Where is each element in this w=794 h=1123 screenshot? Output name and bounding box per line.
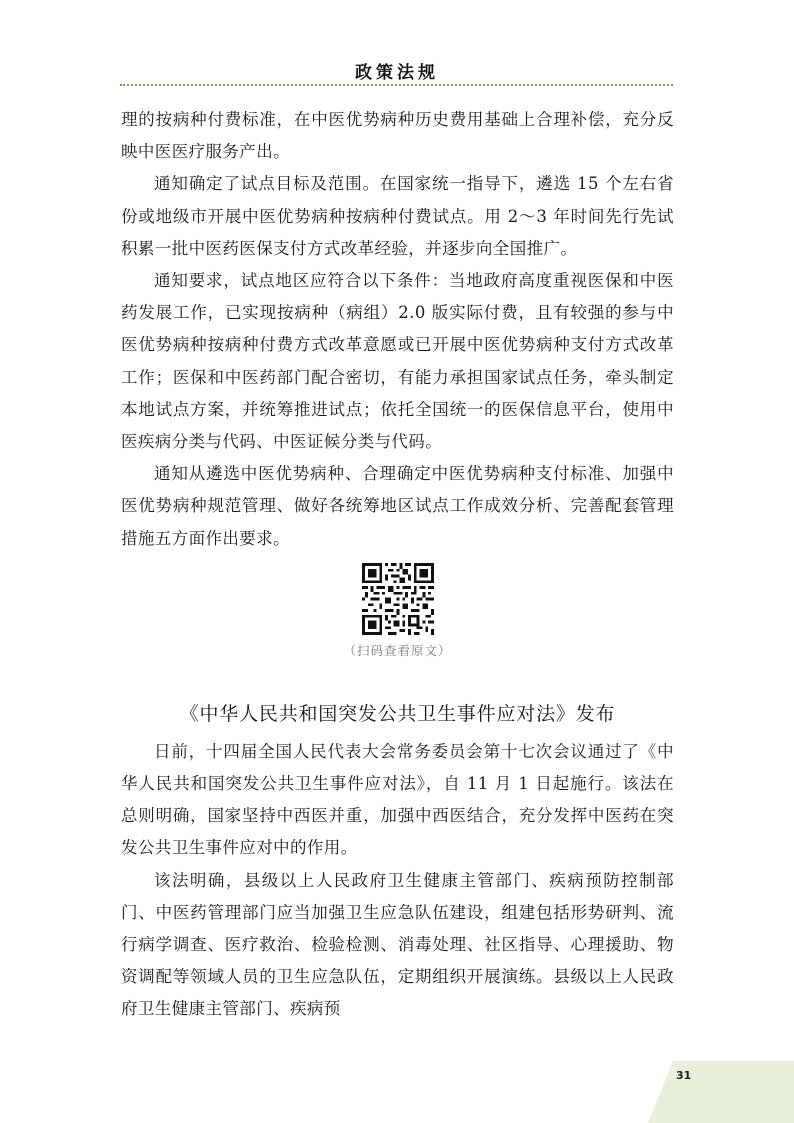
page-content bbox=[121, 104, 674, 1026]
page-number-tab bbox=[648, 1061, 794, 1123]
qr-caption: （扫码查看原文） bbox=[343, 642, 452, 658]
article2-paragraph: 日前，十四届全国人民代表大会常务委员会第十七次会议通过了《中华人民共和国突发公共卫生事件应对法》，自 11 月 1 日起施行。该法在总则明确，国家坚持中西医并重，加强中西医结合，充分发挥中医药在突发公共卫生事件应对中的作用。 bbox=[121, 741, 674, 858]
page-number: 31 bbox=[676, 1069, 692, 1082]
running-header-title: 政策法规 bbox=[355, 63, 439, 83]
article2-title: 《中华人民共和国突发公共卫生事件应对法》发布 bbox=[179, 702, 616, 725]
article1-paragraph: 通知从遴选中医优势病种、合理确定中医优势病种支付标准、加强中医优势病种规范管理、做好各统筹地区试点工作成效分析、完善配套管理措施五方面作出要求。 bbox=[121, 464, 674, 548]
header-dotted-rule bbox=[120, 84, 673, 86]
article1-paragraph-continued: 理的按病种付费标准，在中医优势病种历史费用基础上合理补偿，充分反映中医医疗服务产出。 bbox=[121, 110, 674, 162]
qr-block bbox=[121, 563, 674, 659]
article1-paragraph: 通知确定了试点目标及范围。在国家统一指导下，遴选 15 个左右省份或地级市开展中医优势病种按病种付费试点。用 2～3 年时间先行先试积累一批中医药医保支付方式改革经验，并逐步向全国推广。 bbox=[121, 174, 674, 258]
article1-paragraph: 通知要求，试点地区应符合以下条件：当地政府高度重视医保和中医药发展工作，已实现按病种（病组）2.0 版实际付费，且有较强的参与中医优势病种按病种付费方式改革意愿或已开展中医优势病种支付方式改革工作；医保和中医药部门配合密切，有能力承担国家试点任务，牵头制定本地试点方案，并统筹推进试点；依托全国统一的医保信息平台，使用中医疾病分类与代码、中医证候分类与代码。 bbox=[121, 271, 674, 452]
qr-code-icon[interactable] bbox=[362, 563, 434, 635]
article2-paragraph: 该法明确，县级以上人民政府卫生健康主管部门、疾病预防控制部门、中医药管理部门应当加强卫生应急队伍建设，组建包括形势研判、流行病学调查、医疗救治、检验检测、消毒处理、社区指导、心理援助、物资调配等领域人员的卫生应急队伍，定期组织开展演练。县级以上人民政府卫生健康主管部门、疾病预 bbox=[121, 870, 674, 1019]
